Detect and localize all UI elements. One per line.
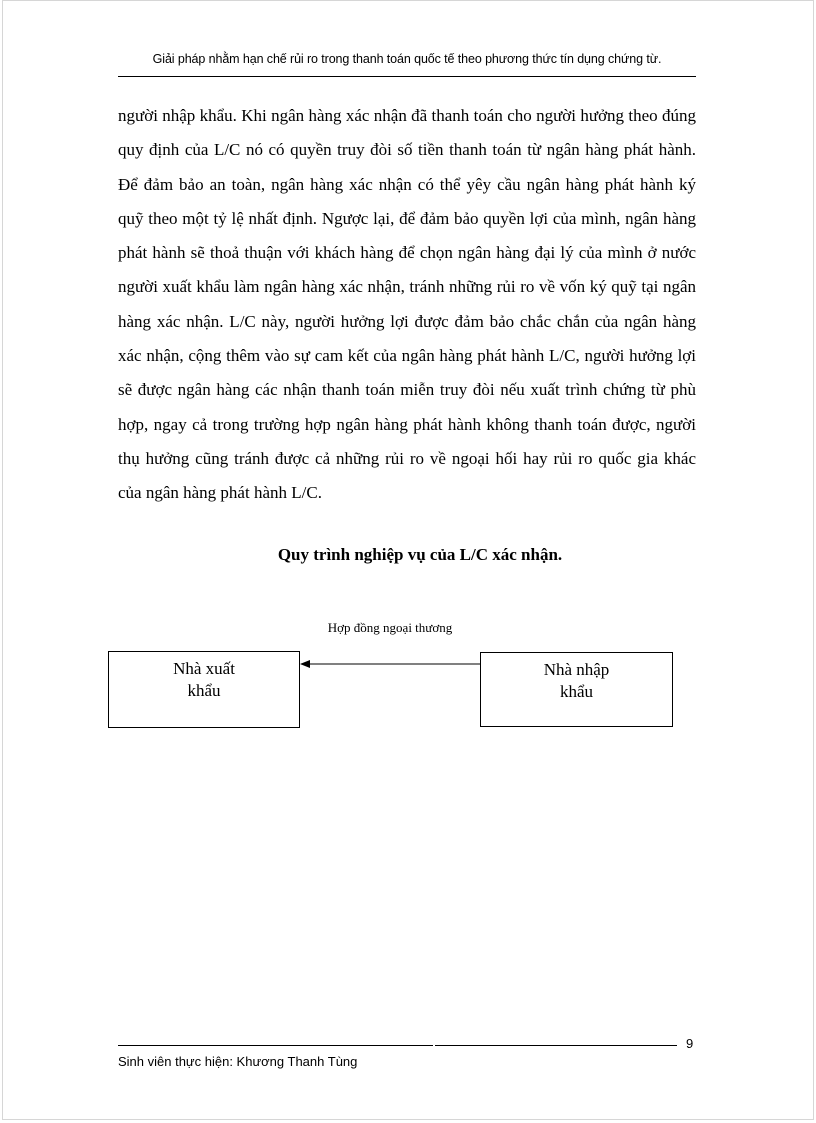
exporter-label-line1: Nhà xuất — [173, 659, 235, 678]
page-number: 9 — [686, 1036, 694, 1051]
body-paragraph: người nhập khẩu. Khi ngân hàng xác nhận đã thanh toán cho người hưởng theo đúng quy định của L/C nó có quyền truy đòi số tiền thanh toán từ ngân hàng phát hành. Để đảm bảo an toàn, ngân hàng xác nhận có thể yêy cầu ngân hàng phát hành ký quỹ theo một tỷ lệ nhất định. Ngược lại, để đảm bảo quyền lợi của mình, ngân hàng phát hành sẽ thoả thuận với khách hàng để chọn ngân hàng đại lý của mình ở nước người xuất khẩu làm ngân hàng xác nhận, tránh những rủi ro về vốn ký quỹ tại ngân hàng xác nhận. L/C này, người hưởng lợi được đảm bảo chắc chắn của ngân hàng xác nhận, cộng thêm vào sự cam kết của ngân hàng phát hành L/C, người hưởng lợi sẽ được ngân hàng các nhận thanh toán miễn truy đòi nếu xuất trình chứng từ phù hợp, ngay cả trong trường hợp ngân hàng phát hành không thanh toán được, người thụ hưởng cũng tránh được cả những rủi ro về ngoại hối hay rủi ro quốc gia khác của ngân hàng phát hành L/C. — [118, 106, 696, 503]
footer-rule-right — [435, 1045, 677, 1046]
importer-label-line2: khẩu — [559, 682, 594, 701]
section-title: Quy trình nghiệp vụ của L/C xác nhận. — [277, 545, 563, 564]
importer-label-line1: Nhà nhập — [543, 660, 610, 679]
exporter-label-line2: khẩu — [187, 681, 221, 700]
header-rule — [118, 76, 696, 77]
footer-author: Sinh viên thực hiện: Khương Thanh Tùng — [118, 1054, 358, 1069]
footer-rule-left — [118, 1045, 433, 1046]
running-header: Giải pháp nhằm hạn chế rủi ro trong thanh toán quốc tế theo phương thức tín dụng chứng từ. — [152, 52, 662, 66]
exporter-box — [108, 651, 300, 728]
importer-box — [480, 652, 673, 727]
contract-label: Hợp đồng ngoại thương — [327, 620, 453, 635]
